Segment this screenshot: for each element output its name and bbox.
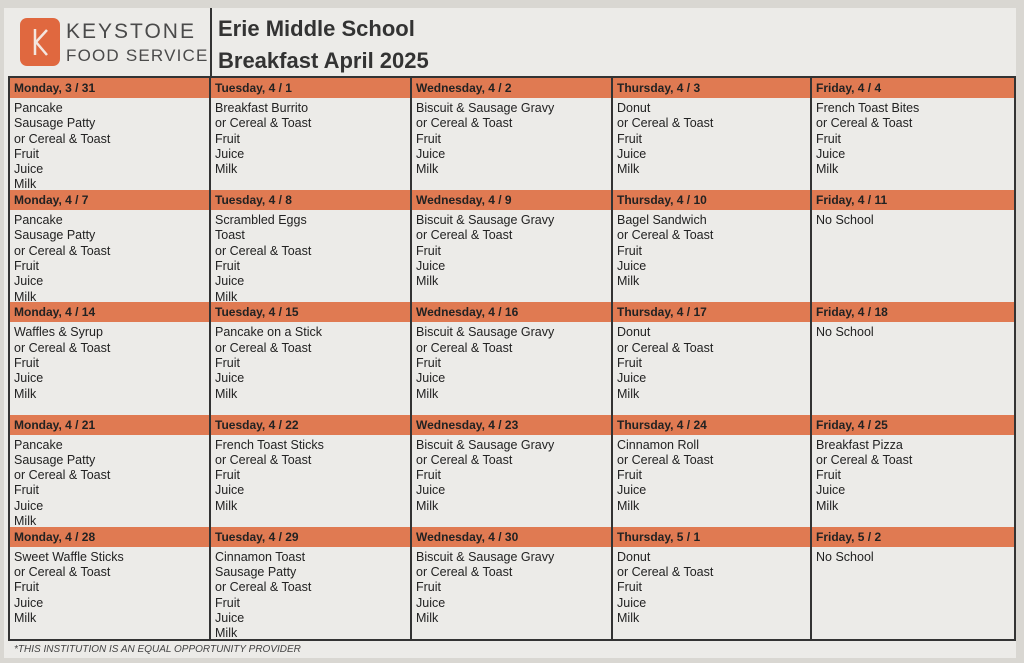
day-cell [10, 415, 211, 527]
menu-item: Breakfast Pizza [816, 437, 903, 452]
day-header: Wednesday, 4 / 9 [412, 190, 611, 210]
footer-note: *THIS INSTITUTION IS AN EQUAL OPPORTUNITY PROVIDER [14, 644, 301, 655]
menu-title: Breakfast April 2025 [218, 48, 429, 73]
day-cell [812, 78, 1014, 190]
menu-item: Fruit [215, 259, 240, 274]
menu-item: Toast [215, 228, 245, 243]
menu-item: Fruit [816, 468, 841, 483]
brand-subtitle: FOOD SERVICE [66, 46, 209, 65]
menu-item: No School [816, 549, 874, 564]
day-cell [211, 302, 412, 414]
menu-item: Fruit [215, 595, 240, 610]
day-cell [211, 527, 412, 639]
menu-items [412, 98, 611, 177]
menu-item: Milk [416, 610, 439, 625]
menu-item: Juice [816, 483, 846, 498]
menu-item: Pancake [14, 213, 63, 228]
day-cell [812, 302, 1014, 414]
menu-item: Milk [215, 626, 238, 639]
menu-item: Juice [416, 259, 446, 274]
menu-items [412, 547, 611, 626]
menu-item: Sausage Patty [14, 116, 96, 131]
menu-item: Milk [14, 177, 37, 191]
menu-item: Milk [617, 610, 640, 625]
menu-items [812, 322, 1014, 340]
day-cell [10, 190, 211, 302]
menu-items [211, 98, 410, 177]
menu-item: or Cereal & Toast [816, 116, 913, 131]
day-header: Wednesday, 4 / 23 [412, 415, 611, 435]
day-header: Monday, 4 / 21 [10, 415, 209, 435]
menu-item: Fruit [215, 355, 240, 370]
day-cell [10, 527, 211, 639]
menu-item: Milk [617, 274, 640, 289]
day-header: Thursday, 4 / 17 [613, 302, 810, 322]
menu-item: Juice [14, 498, 44, 513]
menu-item: Fruit [14, 580, 39, 595]
menu-items [10, 98, 209, 190]
menu-item: or Cereal & Toast [14, 340, 111, 355]
menu-item: or Cereal & Toast [14, 565, 111, 580]
menu-items [812, 547, 1014, 565]
menu-item: Donut [617, 325, 651, 340]
day-cell [412, 302, 613, 414]
day-cell [412, 190, 613, 302]
menu-item: Milk [617, 498, 640, 513]
menu-item: Juice [14, 371, 44, 386]
menu-item: Fruit [416, 468, 441, 483]
day-header: Thursday, 5 / 1 [613, 527, 810, 547]
menu-item: Juice [816, 146, 846, 161]
menu-item: French Toast Bites [816, 101, 920, 115]
menu-item: Fruit [14, 483, 39, 498]
menu-item: Fruit [416, 355, 441, 370]
day-header: Monday, 4 / 14 [10, 302, 209, 322]
day-header: Thursday, 4 / 24 [613, 415, 810, 435]
menu-items [613, 322, 810, 401]
menu-item: Fruit [416, 131, 441, 146]
day-cell [10, 302, 211, 414]
menu-item: or Cereal & Toast [416, 340, 513, 355]
menu-item: Juice [14, 274, 44, 289]
menu-item: Fruit [617, 468, 642, 483]
menu-item: Juice [215, 610, 245, 625]
menu-item: or Cereal & Toast [617, 228, 714, 243]
day-header: Friday, 4 / 18 [812, 302, 1014, 322]
day-header: Monday, 3 / 31 [10, 78, 209, 98]
day-cell [211, 415, 412, 527]
day-header: Wednesday, 4 / 2 [412, 78, 611, 98]
header-divider [210, 8, 212, 78]
menu-item: or Cereal & Toast [14, 243, 111, 258]
menu-items [211, 435, 410, 514]
menu-item: or Cereal & Toast [416, 116, 513, 131]
menu-item: Fruit [617, 355, 642, 370]
menu-item: or Cereal & Toast [215, 116, 312, 131]
day-cell [613, 527, 812, 639]
school-name: Erie Middle School [218, 16, 415, 41]
menu-item: Fruit [617, 243, 642, 258]
menu-items [10, 210, 209, 302]
menu-item: Biscuit & Sausage Gravy [416, 437, 555, 452]
menu-item: Donut [617, 101, 651, 115]
menu-item: or Cereal & Toast [416, 228, 513, 243]
day-cell [412, 78, 613, 190]
menu-items [613, 98, 810, 177]
menu-item: or Cereal & Toast [416, 565, 513, 580]
menu-items [10, 322, 209, 401]
menu-sheet [4, 8, 1016, 658]
day-cell [10, 78, 211, 190]
menu-item: Biscuit & Sausage Gravy [416, 101, 555, 115]
menu-item: or Cereal & Toast [215, 452, 312, 467]
menu-items [10, 435, 209, 527]
menu-item: Fruit [215, 468, 240, 483]
day-cell [613, 415, 812, 527]
menu-item: or Cereal & Toast [617, 452, 714, 467]
menu-item: Juice [617, 371, 647, 386]
menu-item: Juice [215, 274, 245, 289]
day-header: Tuesday, 4 / 1 [211, 78, 410, 98]
menu-item: or Cereal & Toast [14, 131, 111, 146]
menu-item: Fruit [816, 131, 841, 146]
menu-item: Sausage Patty [14, 228, 96, 243]
menu-item: Fruit [617, 131, 642, 146]
menu-item: Bagel Sandwich [617, 213, 707, 228]
menu-item: Milk [14, 610, 37, 625]
menu-item: or Cereal & Toast [215, 243, 312, 258]
menu-item: Milk [416, 274, 439, 289]
menu-item: Juice [416, 371, 446, 386]
menu-items [613, 435, 810, 514]
day-header: Tuesday, 4 / 15 [211, 302, 410, 322]
menu-item: Biscuit & Sausage Gravy [416, 325, 555, 340]
menu-item: Fruit [14, 146, 39, 161]
menu-item: Juice [617, 259, 647, 274]
menu-item: Cinnamon Toast [215, 549, 306, 564]
day-header: Friday, 5 / 2 [812, 527, 1014, 547]
menu-item: Sweet Waffle Sticks [14, 549, 124, 564]
day-cell [613, 78, 812, 190]
day-header: Friday, 4 / 11 [812, 190, 1014, 210]
menu-item: Fruit [416, 243, 441, 258]
menu-items [412, 322, 611, 401]
day-header: Wednesday, 4 / 16 [412, 302, 611, 322]
menu-item: Fruit [416, 580, 441, 595]
day-header: Tuesday, 4 / 29 [211, 527, 410, 547]
menu-item: Milk [816, 498, 839, 513]
menu-item: Juice [215, 371, 245, 386]
day-cell [812, 415, 1014, 527]
menu-item: Fruit [215, 131, 240, 146]
menu-item: Milk [215, 162, 238, 177]
menu-item: Juice [416, 483, 446, 498]
keystone-logo-icon [20, 18, 60, 66]
menu-item: Juice [617, 483, 647, 498]
menu-item: Fruit [617, 580, 642, 595]
menu-item: or Cereal & Toast [215, 580, 312, 595]
menu-items [613, 547, 810, 626]
menu-item: Milk [816, 162, 839, 177]
menu-item: Milk [14, 289, 37, 303]
menu-item: Sausage Patty [14, 452, 96, 467]
menu-items [812, 435, 1014, 514]
menu-item: or Cereal & Toast [617, 565, 714, 580]
menu-items [412, 210, 611, 289]
menu-item: Biscuit & Sausage Gravy [416, 213, 555, 228]
menu-item: Scrambled Eggs [215, 213, 307, 228]
day-header: Monday, 4 / 28 [10, 527, 209, 547]
menu-item: Waffles & Syrup [14, 325, 103, 340]
menu-item: French Toast Sticks [215, 437, 324, 452]
day-cell [211, 78, 412, 190]
menu-item: Milk [215, 498, 238, 513]
menu-item: Breakfast Burrito [215, 101, 309, 115]
day-header: Tuesday, 4 / 22 [211, 415, 410, 435]
menu-item: Juice [215, 146, 245, 161]
day-cell [812, 527, 1014, 639]
menu-item: Milk [416, 386, 439, 401]
day-header: Tuesday, 4 / 8 [211, 190, 410, 210]
menu-calendar-grid [8, 76, 1016, 641]
day-cell [211, 190, 412, 302]
menu-item: Sausage Patty [215, 565, 297, 580]
menu-items [211, 210, 410, 302]
menu-item: Fruit [14, 259, 39, 274]
day-cell [613, 302, 812, 414]
day-cell [412, 527, 613, 639]
menu-item: Pancake [14, 437, 63, 452]
menu-item: Milk [14, 514, 37, 527]
menu-item: Milk [617, 162, 640, 177]
menu-item: Donut [617, 549, 651, 564]
menu-item: Milk [416, 162, 439, 177]
brand-name: KEYSTONE [66, 20, 196, 43]
menu-item: Juice [416, 595, 446, 610]
day-header: Friday, 4 / 4 [812, 78, 1014, 98]
menu-item: Milk [215, 289, 238, 303]
day-cell [812, 190, 1014, 302]
menu-items [211, 322, 410, 401]
day-cell [613, 190, 812, 302]
menu-item: or Cereal & Toast [14, 468, 111, 483]
menu-items [10, 547, 209, 626]
menu-items [613, 210, 810, 289]
menu-item: Cinnamon Roll [617, 437, 699, 452]
menu-item: Biscuit & Sausage Gravy [416, 549, 555, 564]
day-header: Monday, 4 / 7 [10, 190, 209, 210]
menu-item: Milk [14, 386, 37, 401]
menu-item: Pancake on a Stick [215, 325, 323, 340]
menu-item: or Cereal & Toast [416, 452, 513, 467]
menu-item: or Cereal & Toast [215, 340, 312, 355]
menu-item: or Cereal & Toast [617, 340, 714, 355]
menu-item: Juice [215, 483, 245, 498]
menu-items [812, 210, 1014, 228]
menu-items [812, 98, 1014, 177]
menu-item: Juice [617, 595, 647, 610]
menu-item: No School [816, 213, 874, 228]
menu-item: Milk [617, 386, 640, 401]
day-header: Thursday, 4 / 10 [613, 190, 810, 210]
menu-item: Juice [416, 146, 446, 161]
menu-item: Fruit [14, 355, 39, 370]
menu-items [211, 547, 410, 639]
menu-item: or Cereal & Toast [816, 452, 913, 467]
menu-header [10, 8, 1014, 78]
menu-item: Milk [416, 498, 439, 513]
menu-item: Juice [14, 595, 44, 610]
day-header: Thursday, 4 / 3 [613, 78, 810, 98]
day-cell [412, 415, 613, 527]
menu-item: Pancake [14, 101, 63, 115]
menu-item: Juice [617, 146, 647, 161]
menu-items [412, 435, 611, 514]
menu-item: or Cereal & Toast [617, 116, 714, 131]
menu-item: Juice [14, 162, 44, 177]
menu-item: No School [816, 325, 874, 340]
day-header: Wednesday, 4 / 30 [412, 527, 611, 547]
day-header: Friday, 4 / 25 [812, 415, 1014, 435]
menu-item: Milk [215, 386, 238, 401]
